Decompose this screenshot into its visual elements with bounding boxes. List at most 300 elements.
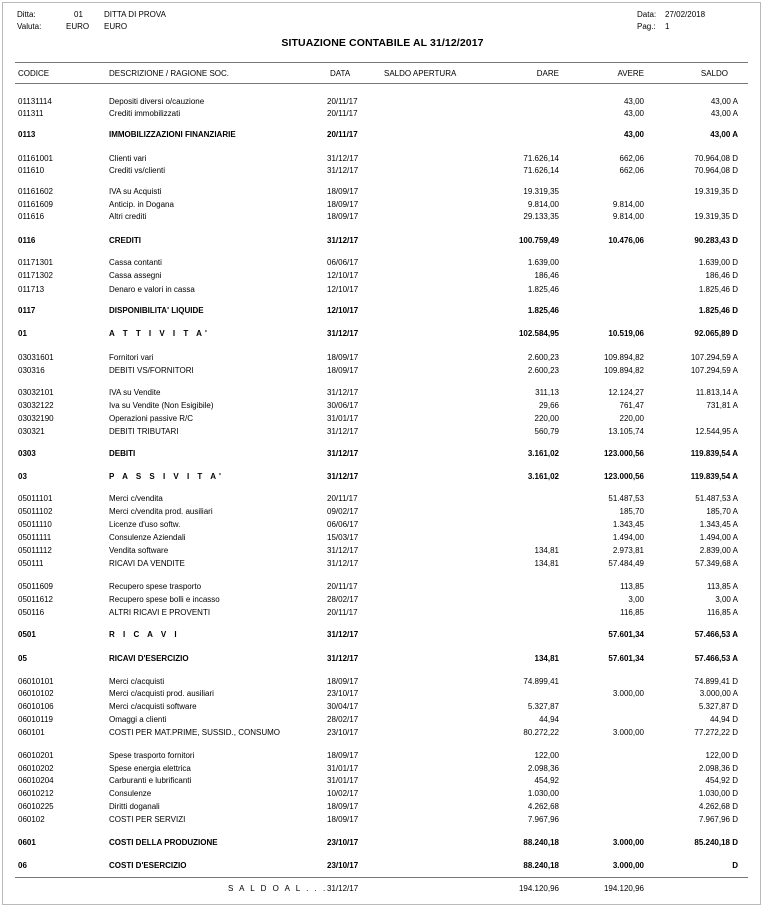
row-date: 09/02/17 (327, 507, 359, 516)
row-date: 18/09/17 (327, 802, 359, 811)
account-description: Spese energia elettrica (109, 764, 191, 773)
row-date: 28/02/17 (327, 715, 359, 724)
row-saldo: 3.000,00 A (699, 689, 738, 698)
row-date: 31/12/17 (327, 546, 359, 555)
page-label: Pag.: (637, 22, 656, 31)
row-saldo: 4.262,68 D (698, 802, 738, 811)
row-saldo: 2.839,00 A (699, 546, 738, 555)
row-saldo: 11.813,14 A (695, 388, 738, 397)
row-dare: 122,00 (534, 751, 559, 760)
account-description: Merci c/vendita prod. ausiliari (109, 507, 213, 516)
row-avere: 3.000,00 (612, 728, 644, 737)
row-saldo: 12.544,95 A (695, 427, 738, 436)
table-row (0, 258, 765, 270)
account-code: 06010202 (18, 764, 54, 773)
account-description: COSTI PER MAT.PRIME, SUSSID., CONSUMO (109, 728, 280, 737)
account-description: IVA su Acquisti (109, 187, 162, 196)
account-description: Merci c/acquisti (109, 677, 165, 686)
table-row (0, 654, 765, 666)
row-avere: 43,00 (623, 130, 644, 139)
table-row (0, 97, 765, 109)
account-description: Omaggi a clienti (109, 715, 167, 724)
table-row (0, 200, 765, 212)
table-row (0, 776, 765, 788)
account-code: 05011110 (18, 520, 52, 529)
row-saldo: 92.065,89 D (694, 329, 738, 338)
row-avere: 57.484,49 (608, 559, 644, 568)
account-description: RICAVI DA VENDITE (109, 559, 185, 568)
row-date: 31/01/17 (327, 764, 359, 773)
account-description: DEBITI VS/FORNITORI (109, 366, 194, 375)
account-description: Denaro e valori in cassa (109, 285, 195, 294)
page-value: 1 (665, 22, 670, 31)
row-avere: 43,00 (623, 97, 644, 106)
account-description: COSTI D'ESERCIZIO (109, 861, 187, 870)
account-description: ALTRI RICAVI E PROVENTI (109, 608, 211, 617)
account-code: 011616 (18, 212, 45, 221)
table-row (0, 520, 765, 532)
account-code: 03 (18, 472, 27, 481)
account-code: 05 (18, 654, 27, 663)
account-description: Depositi diversi o/cauzione (109, 97, 205, 106)
row-saldo: 113,85 A (707, 582, 738, 591)
account-description: R I C A V I (109, 630, 180, 639)
row-date: 20/11/17 (327, 130, 358, 139)
table-row (0, 728, 765, 740)
row-date: 31/12/17 (327, 630, 359, 639)
row-avere: 109.894,82 (603, 353, 644, 362)
account-description: Licenze d'uso softw. (109, 520, 181, 529)
row-saldo: 43,00 A (710, 109, 738, 118)
valuta-name: EURO (104, 22, 128, 31)
row-dare: 88.240,18 (523, 861, 559, 870)
account-code: 06 (18, 861, 27, 870)
row-saldo: 7.967,96 D (698, 815, 738, 824)
table-row (0, 507, 765, 519)
row-avere: 3.000,00 (612, 838, 644, 847)
row-avere: 12.124,27 (608, 388, 644, 397)
row-dare: 88.240,18 (523, 838, 559, 847)
account-code: 06010212 (18, 789, 54, 798)
row-dare: 220,00 (534, 414, 559, 423)
table-row (0, 751, 765, 763)
row-date: 20/11/17 (327, 582, 358, 591)
account-code: 05011102 (18, 507, 53, 516)
row-date: 31/12/17 (327, 654, 359, 663)
row-dare: 134,81 (534, 546, 559, 555)
account-code: 060101 (18, 728, 45, 737)
row-dare: 44,94 (538, 715, 559, 724)
row-saldo: 19.319,35 D (694, 187, 738, 196)
account-code: 011610 (18, 166, 45, 175)
row-dare: 1.825,46 (527, 306, 559, 315)
row-date: 18/09/17 (327, 187, 359, 196)
row-dare: 29.133,35 (523, 212, 559, 221)
col-data: DATA (330, 69, 351, 78)
row-avere: 57.601,34 (608, 654, 644, 663)
table-row (0, 401, 765, 413)
row-date: 31/12/17 (327, 559, 359, 568)
row-date: 18/09/17 (327, 366, 359, 375)
row-dare: 4.262,68 (527, 802, 559, 811)
row-date: 18/09/17 (327, 200, 359, 209)
header-top-rule (15, 62, 748, 63)
row-saldo: 2.098,36 D (698, 764, 738, 773)
row-saldo: 44,94 D (709, 715, 738, 724)
row-date: 30/06/17 (327, 401, 359, 410)
row-date: 12/10/17 (327, 285, 359, 294)
row-avere: 2.973,81 (612, 546, 644, 555)
table-row (0, 702, 765, 714)
table-row (0, 366, 765, 378)
account-code: 01131114 (18, 97, 52, 106)
col-dare: DARE (536, 69, 559, 78)
row-avere: 9.814,00 (612, 200, 644, 209)
table-row (0, 329, 765, 341)
table-row (0, 630, 765, 642)
row-date: 31/12/17 (327, 236, 359, 245)
row-saldo: 107.294,59 A (690, 366, 738, 375)
row-saldo: 77.272,22 D (694, 728, 738, 737)
account-code: 0117 (18, 306, 36, 315)
row-dare: 1.030,00 (527, 789, 559, 798)
table-row (0, 689, 765, 701)
row-date: 31/12/17 (327, 154, 359, 163)
row-saldo: 186,46 D (705, 271, 738, 280)
account-code: 050116 (18, 608, 45, 617)
table-row (0, 861, 765, 873)
row-avere: 109.894,82 (603, 366, 644, 375)
table-row (0, 715, 765, 727)
table-row (0, 494, 765, 506)
account-description: COSTI DELLA PRODUZIONE (109, 838, 218, 847)
account-code: 03032190 (18, 414, 54, 423)
account-description: Fornitori vari (109, 353, 154, 362)
account-description: Cassa contanti (109, 258, 162, 267)
account-code: 01161609 (18, 200, 53, 209)
account-description: Recupero spese trasporto (109, 582, 202, 591)
account-code: 06010101 (18, 677, 54, 686)
table-row (0, 449, 765, 461)
row-date: 18/09/17 (327, 353, 359, 362)
row-saldo: 1.494,00 A (699, 533, 738, 542)
table-row (0, 546, 765, 558)
account-description: Recupero spese bolli e incasso (109, 595, 220, 604)
account-description: Consulenze Aziendali (109, 533, 186, 542)
row-avere: 113,85 (620, 582, 644, 591)
row-date: 20/11/17 (327, 494, 358, 503)
row-date: 12/10/17 (327, 306, 359, 315)
row-saldo: 51.487,53 A (695, 494, 738, 503)
account-code: 01 (18, 329, 27, 338)
table-row (0, 414, 765, 426)
row-date: 31/01/17 (327, 414, 359, 423)
header-bottom-rule (15, 83, 748, 84)
account-code: 0113 (18, 130, 36, 139)
table-row (0, 559, 765, 571)
account-description: CREDITI (109, 236, 141, 245)
row-saldo: 1.825,46 D (698, 306, 738, 315)
row-date: 31/12/17 (327, 166, 359, 175)
row-avere: 10.476,06 (608, 236, 644, 245)
row-saldo: 70.964,08 D (694, 154, 738, 163)
row-dare: 3.161,02 (527, 472, 559, 481)
row-date: 18/09/17 (327, 677, 359, 686)
account-code: 060102 (18, 815, 45, 824)
account-code: 05011111 (18, 533, 52, 542)
account-code: 01161602 (18, 187, 53, 196)
row-dare: 311,13 (535, 388, 559, 397)
row-dare: 1.639,00 (527, 258, 559, 267)
account-description: Altri crediti (109, 212, 147, 221)
row-dare: 2.600,23 (527, 353, 559, 362)
account-code: 06010106 (18, 702, 54, 711)
table-row (0, 388, 765, 400)
table-row (0, 427, 765, 439)
row-dare: 100.759,49 (518, 236, 559, 245)
row-date: 30/04/17 (327, 702, 359, 711)
account-description: IMMOBILIZZAZIONI FINANZIARIE (109, 130, 236, 139)
table-row (0, 130, 765, 142)
row-dare: 560,79 (534, 427, 559, 436)
account-description: Cassa assegni (109, 271, 162, 280)
col-descrizione: DESCRIZIONE / RAGIONE SOC. (109, 69, 230, 78)
row-saldo: 43,00 A (710, 130, 738, 139)
account-description: DEBITI TRIBUTARI (109, 427, 179, 436)
account-code: 06010201 (18, 751, 54, 760)
account-code: 030316 (18, 366, 45, 375)
row-date: 06/06/17 (327, 258, 359, 267)
table-row (0, 608, 765, 620)
table-row (0, 838, 765, 850)
table-row (0, 533, 765, 545)
row-dare: 5.327,87 (527, 702, 559, 711)
account-code: 05011101 (18, 494, 53, 503)
row-date: 31/12/17 (327, 449, 359, 458)
row-avere: 1.494,00 (612, 533, 644, 542)
account-code: 05011612 (18, 595, 53, 604)
row-date: 20/11/17 (327, 608, 358, 617)
row-dare: 2.600,23 (527, 366, 559, 375)
table-row (0, 677, 765, 689)
row-date: 06/06/17 (327, 520, 359, 529)
row-dare: 2.098,36 (527, 764, 559, 773)
data-label: Data: (637, 10, 657, 19)
account-code: 0501 (18, 630, 36, 639)
row-dare: 71.626,14 (523, 154, 559, 163)
table-row (0, 595, 765, 607)
row-date: 28/02/17 (327, 595, 359, 604)
account-description: COSTI PER SERVIZI (109, 815, 186, 824)
row-saldo: 731,81 A (706, 401, 738, 410)
account-code: 06010225 (18, 802, 54, 811)
row-dare: 29,66 (538, 401, 559, 410)
account-code: 06010204 (18, 776, 54, 785)
row-date: 31/12/17 (327, 427, 359, 436)
footer-avere: 194.120,96 (603, 884, 644, 893)
table-row (0, 472, 765, 484)
row-dare: 102.584,95 (518, 329, 559, 338)
account-code: 05011609 (18, 582, 53, 591)
table-row (0, 271, 765, 283)
account-description: Spese trasporto fornitori (109, 751, 195, 760)
footer-total-row (0, 884, 765, 896)
row-saldo: 43,00 A (710, 97, 738, 106)
row-date: 12/10/17 (327, 271, 359, 280)
row-dare: 3.161,02 (527, 449, 559, 458)
row-saldo: 3,00 A (715, 595, 738, 604)
row-saldo: 90.283,43 D (694, 236, 738, 245)
row-avere: 185,70 (619, 507, 644, 516)
account-description: Merci c/vendita (109, 494, 163, 503)
row-avere: 3.000,00 (612, 689, 644, 698)
account-code: 0601 (18, 838, 36, 847)
table-row (0, 236, 765, 248)
account-description: Anticip. in Dogana (109, 200, 174, 209)
account-description: Crediti immobilizzati (109, 109, 181, 118)
table-row (0, 582, 765, 594)
row-date: 23/10/17 (327, 689, 359, 698)
col-avere: AVERE (617, 69, 644, 78)
ditta-code: 01 (74, 10, 83, 19)
row-date: 23/10/17 (327, 728, 359, 737)
account-description: DEBITI (109, 449, 136, 458)
account-description: P A S S I V I T A' (109, 472, 224, 481)
row-date: 18/09/17 (327, 815, 359, 824)
row-saldo: 74.899,41 D (694, 677, 738, 686)
row-avere: 43,00 (623, 109, 644, 118)
account-description: Carburanti e lubrificanti (109, 776, 192, 785)
row-dare: 1.825,46 (527, 285, 559, 294)
row-saldo: 454,92 D (705, 776, 738, 785)
row-saldo: 5.327,87 D (698, 702, 738, 711)
row-saldo: 1.343,45 A (699, 520, 738, 529)
table-row (0, 285, 765, 297)
row-date: 31/12/17 (327, 388, 359, 397)
account-description: RICAVI D'ESERCIZIO (109, 654, 189, 663)
row-saldo: 70.964,08 D (694, 166, 738, 175)
row-avere: 662,06 (619, 154, 644, 163)
account-code: 01171302 (18, 271, 53, 280)
table-row (0, 212, 765, 224)
account-code: 01161001 (18, 154, 53, 163)
row-saldo: 57.466,53 A (694, 654, 738, 663)
row-avere: 662,06 (619, 166, 644, 175)
row-date: 20/11/17 (327, 109, 358, 118)
row-avere: 13.105,74 (608, 427, 644, 436)
account-description: Iva su Vendite (Non Esigibile) (109, 401, 214, 410)
account-code: 011713 (18, 285, 45, 294)
row-saldo: 116,85 A (707, 608, 738, 617)
account-description: DISPONIBILITA' LIQUIDE (109, 306, 204, 315)
table-row (0, 815, 765, 827)
footer-rule (15, 877, 748, 878)
row-dare: 134,81 (534, 654, 559, 663)
account-code: 06010119 (18, 715, 53, 724)
row-dare: 74.899,41 (523, 677, 559, 686)
account-description: Consulenze (109, 789, 152, 798)
row-avere: 10.519,06 (608, 329, 644, 338)
row-saldo: 185,70 A (706, 507, 738, 516)
account-code: 03031601 (18, 353, 54, 362)
footer-date: 31/12/17 (327, 884, 359, 893)
row-dare: 186,46 (534, 271, 559, 280)
row-saldo: 122,00 D (705, 751, 738, 760)
footer-dare: 194.120,96 (518, 884, 559, 893)
table-row (0, 154, 765, 166)
row-date: 18/09/17 (327, 212, 359, 221)
valuta-code: EURO (66, 22, 90, 31)
account-code: 05011112 (18, 546, 52, 555)
row-avere: 123.000,56 (603, 449, 644, 458)
row-date: 23/10/17 (327, 838, 359, 847)
table-row (0, 187, 765, 199)
report-title: SITUAZIONE CONTABILE AL 31/12/2017 (281, 37, 484, 49)
row-saldo: 1.030,00 D (698, 789, 738, 798)
row-avere: 9.814,00 (612, 212, 644, 221)
row-date: 31/01/17 (327, 776, 359, 785)
row-saldo: 19.319,35 D (694, 212, 738, 221)
row-date: 15/03/17 (327, 533, 359, 542)
row-saldo: 1.639,00 D (698, 258, 738, 267)
row-saldo: 119.839,54 A (690, 449, 738, 458)
row-avere: 761,47 (619, 401, 644, 410)
row-saldo: 57.466,53 A (694, 630, 738, 639)
row-avere: 220,00 (619, 414, 644, 423)
row-avere: 1.343,45 (612, 520, 644, 529)
row-saldo: 119.839,54 A (690, 472, 738, 481)
row-date: 10/02/17 (327, 789, 359, 798)
row-avere: 123.000,56 (603, 472, 644, 481)
row-date: 23/10/17 (327, 861, 359, 870)
account-code: 0116 (18, 236, 36, 245)
row-dare: 9.814,00 (527, 200, 559, 209)
row-dare: 19.319,35 (523, 187, 559, 196)
account-description: Merci c/acquisti prod. ausiliari (109, 689, 214, 698)
row-date: 18/09/17 (327, 751, 359, 760)
row-saldo: 107.294,59 A (690, 353, 738, 362)
account-description: Operazioni passive R/C (109, 414, 194, 423)
row-saldo: 57.349,68 A (695, 559, 738, 568)
table-row (0, 166, 765, 178)
account-code: 0303 (18, 449, 36, 458)
account-code: 06010102 (18, 689, 54, 698)
col-codice: CODICE (18, 69, 50, 78)
row-dare: 454,92 (534, 776, 559, 785)
row-date: 31/12/17 (327, 472, 359, 481)
row-avere: 3.000,00 (612, 861, 644, 870)
row-avere: 3,00 (628, 595, 644, 604)
ditta-name: DITTA DI PROVA (104, 10, 166, 19)
account-code: 03032101 (18, 388, 54, 397)
account-description: Vendita software (109, 546, 169, 555)
account-description: IVA su Vendite (109, 388, 161, 397)
row-saldo: 85.240,18 D (694, 838, 738, 847)
row-date: 31/12/17 (327, 329, 359, 338)
row-dare: 134,81 (534, 559, 559, 568)
valuta-label: Valuta: (17, 22, 42, 31)
row-dare: 71.626,14 (523, 166, 559, 175)
account-code: 050111 (18, 559, 44, 568)
row-avere: 51.487,53 (608, 494, 644, 503)
data-value: 27/02/2018 (665, 10, 706, 19)
account-description: A T T I V I T A' (109, 329, 210, 338)
col-saldo-apertura: SALDO APERTURA (384, 69, 457, 78)
account-code: 03032122 (18, 401, 54, 410)
row-saldo: 1.825,46 D (698, 285, 738, 294)
col-saldo: SALDO (700, 69, 728, 78)
ditta-label: Ditta: (17, 10, 36, 19)
